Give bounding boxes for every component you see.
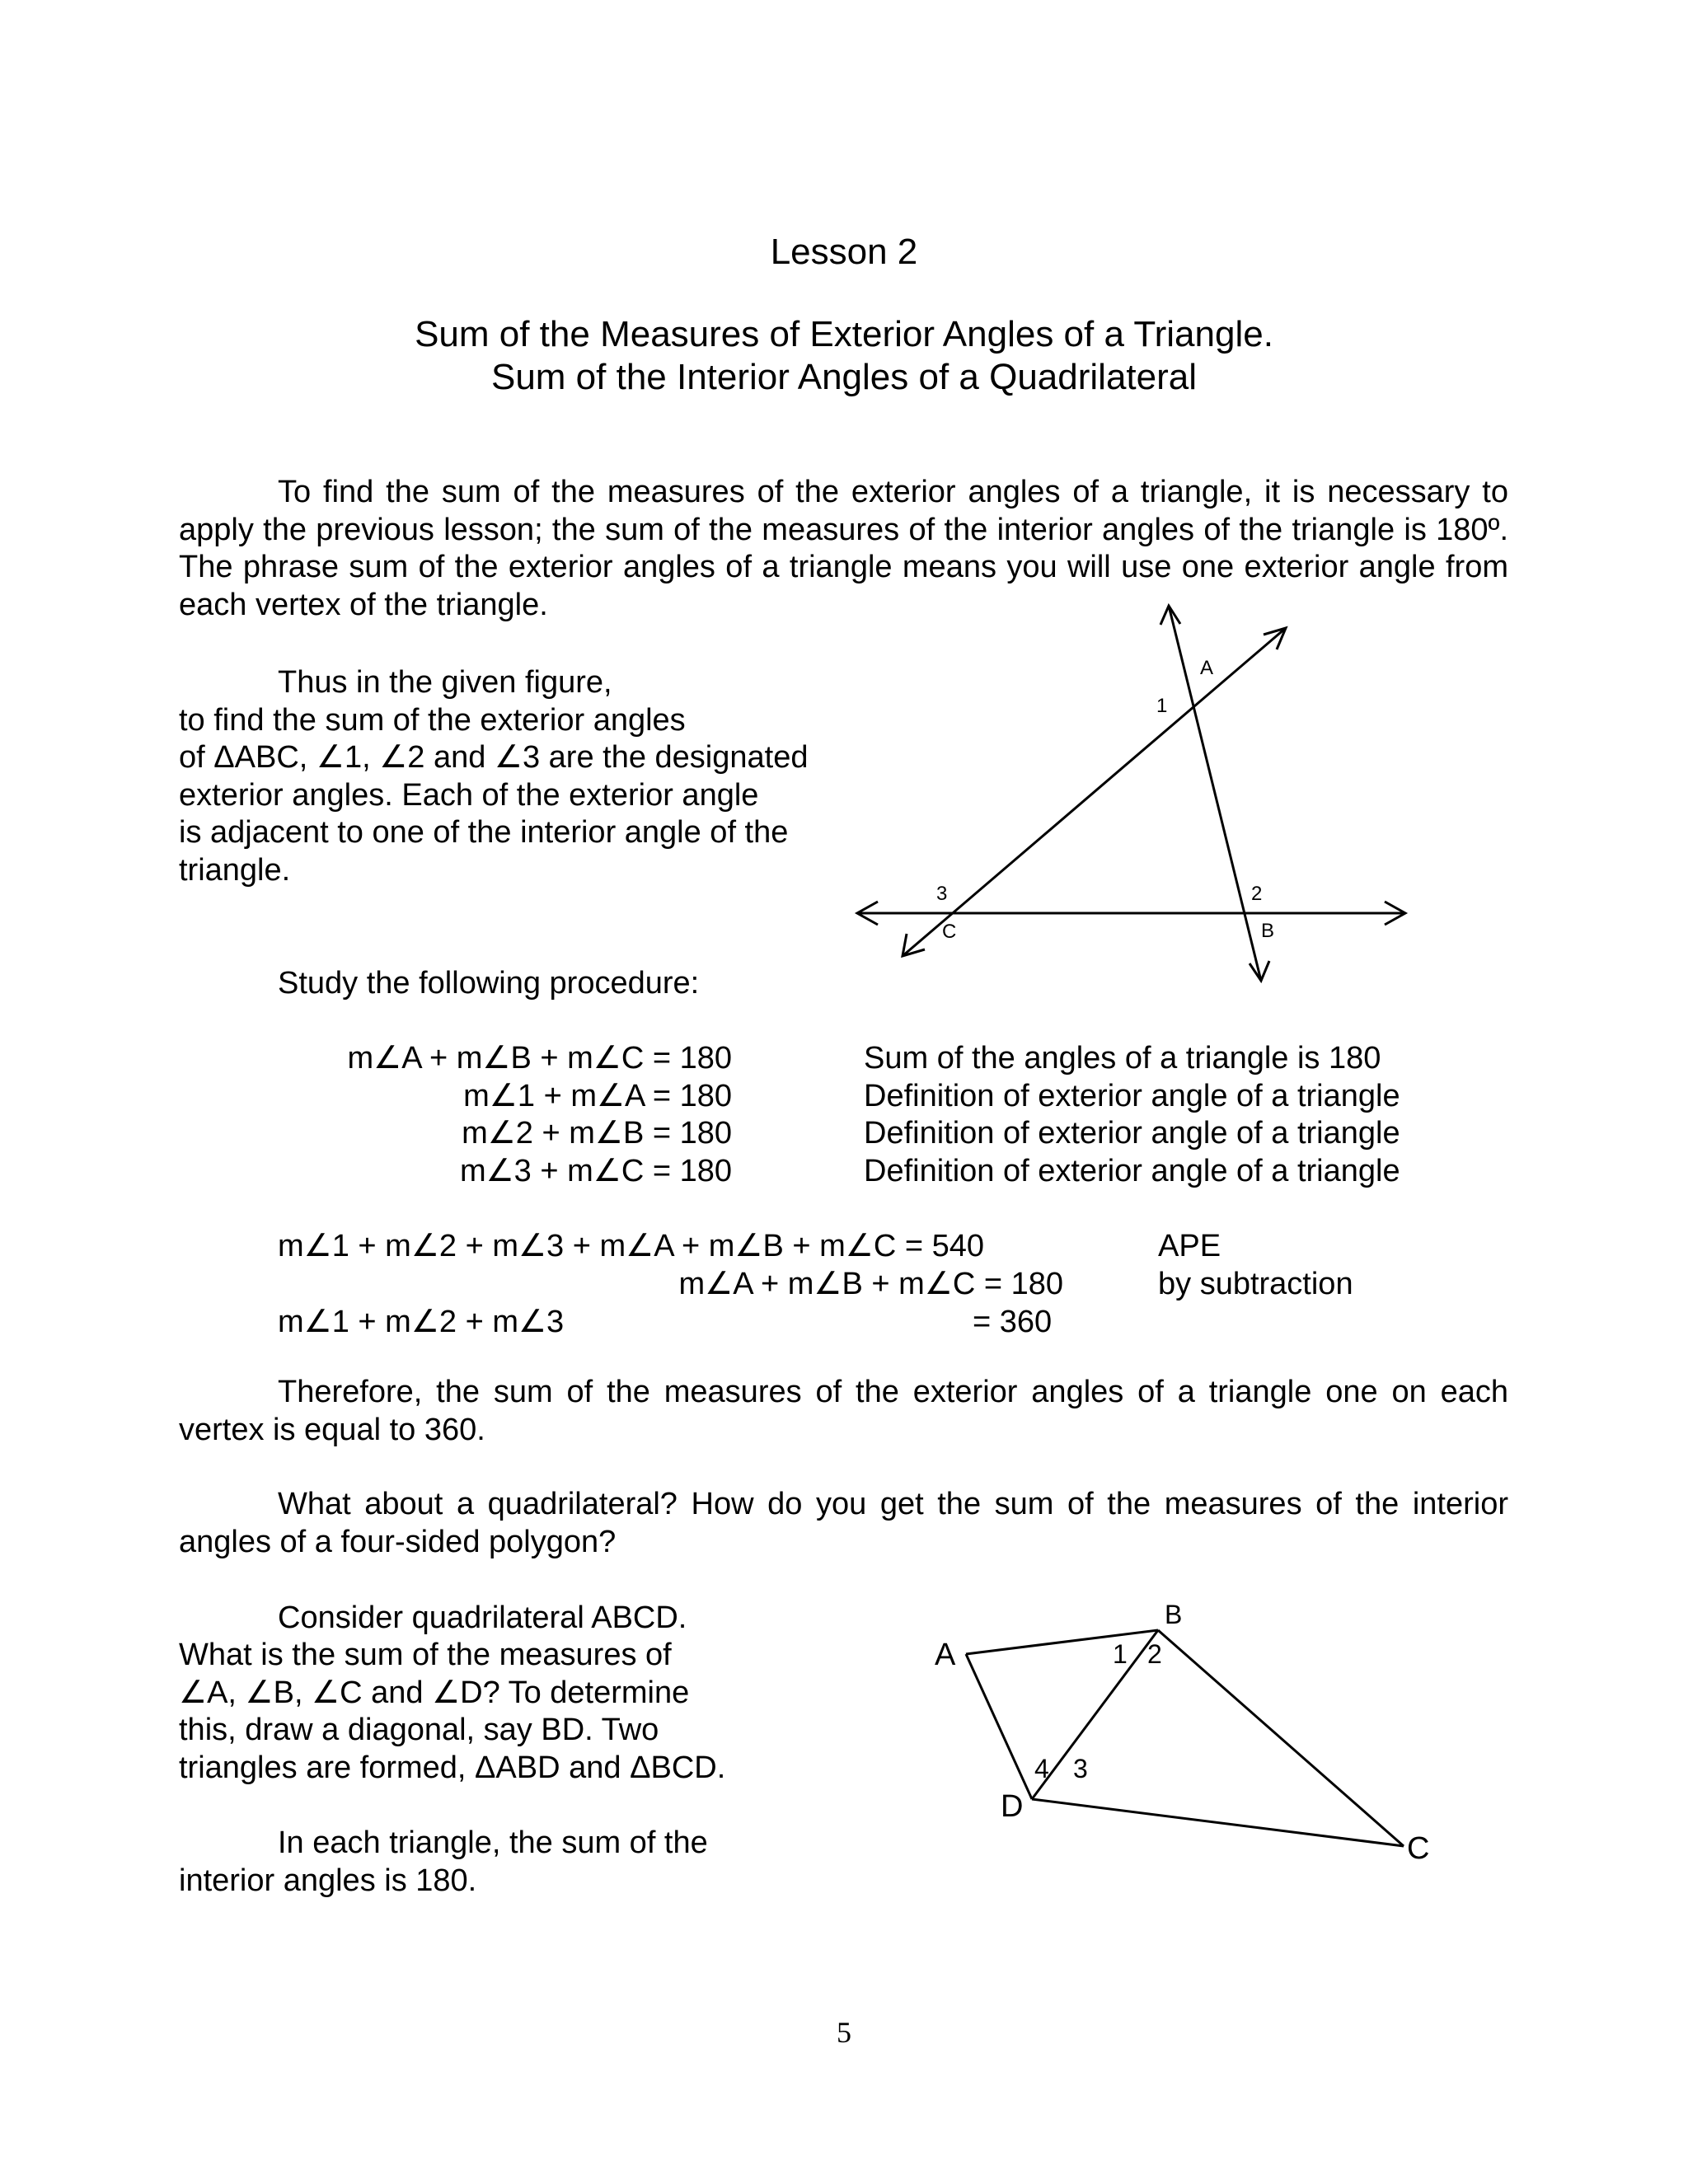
thus-line-1: Thus in the given figure, xyxy=(278,665,612,700)
diagonal-bd xyxy=(1032,1630,1158,1799)
sum-line-1: m∠1 + m∠2 + m∠3 + m∠A + m∠B + m∠C = 540 xyxy=(278,1229,985,1263)
thus-line-6: triangle. xyxy=(179,853,291,888)
quad-angle-4: 4 xyxy=(1034,1754,1049,1783)
consider-line-2: What is the sum of the measures of xyxy=(179,1638,672,1672)
angle-label-2: 2 xyxy=(1251,883,1263,905)
page-number: 5 xyxy=(837,2016,851,2049)
consider-line-4: this, draw a diagonal, say BD. Two xyxy=(179,1713,659,1747)
vertex-label-b: B xyxy=(1261,920,1275,942)
consider-line-3: ∠A, ∠B, ∠C and ∠D? To determine xyxy=(179,1675,690,1710)
thus-line-5: is adjacent to one of the interior angle of the xyxy=(179,815,789,850)
subtitle-line-1: Sum of the Measures of Exterior Angles of a Triangle. xyxy=(415,314,1273,354)
reason-3: Definition of exterior angle of a triangle xyxy=(864,1116,1400,1151)
equation-2: m∠1 + m∠A = 180 xyxy=(463,1079,732,1113)
line-ca xyxy=(903,628,1286,956)
side-ab xyxy=(966,1630,1158,1654)
quad-angle-3: 3 xyxy=(1073,1754,1088,1783)
sum-line-2-reason: by subtraction xyxy=(1158,1267,1353,1301)
equation-1: m∠A + m∠B + m∠C = 180 xyxy=(347,1041,732,1076)
vertex-label-a: A xyxy=(1200,657,1214,679)
thus-line-2: to find the sum of the exterior angles xyxy=(179,703,686,738)
subtitle-line-2: Sum of the Interior Angles of a Quadrilateral xyxy=(490,357,1198,397)
arrowhead-right xyxy=(1385,902,1405,925)
intro-paragraph xyxy=(179,474,1508,624)
sum-line-3-result: = 360 xyxy=(973,1305,1053,1339)
reason-1: Sum of the angles of a triangle is 180 xyxy=(864,1041,1381,1076)
quad-vertex-a: A xyxy=(935,1638,956,1672)
quad-vertex-c: C xyxy=(1407,1831,1430,1866)
line-ab xyxy=(1169,606,1261,981)
thus-line-3: of ΔABC, ∠1, ∠2 and ∠3 are the designated xyxy=(179,740,809,775)
arrowhead-top-right xyxy=(1264,628,1286,649)
angle-label-1: 1 xyxy=(1156,695,1168,717)
quad-angle-1: 1 xyxy=(1113,1639,1128,1669)
reason-2: Definition of exterior angle of a triangle xyxy=(864,1079,1400,1113)
quad-vertex-b: B xyxy=(1165,1600,1183,1629)
study-label: Study the following procedure: xyxy=(278,966,700,1001)
sum-line-2: m∠A + m∠B + m∠C = 180 xyxy=(678,1267,1063,1301)
side-bc xyxy=(1158,1630,1404,1846)
quad-question-paragraph xyxy=(179,1486,1508,1561)
sum-line-3: m∠1 + m∠2 + m∠3 xyxy=(278,1305,565,1339)
each-triangle-line-2: interior angles is 180. xyxy=(179,1863,477,1898)
equation-3: m∠2 + m∠B = 180 xyxy=(462,1116,732,1151)
reason-4: Definition of exterior angle of a triangle xyxy=(864,1154,1400,1188)
each-triangle-line-1: In each triangle, the sum of the xyxy=(278,1825,708,1860)
arrowhead-bottom-left xyxy=(903,934,925,956)
therefore-text: Therefore, the sum of the measures of the exterior angles of a triangle one on each vertex is equal to 360. xyxy=(179,1375,1508,1447)
vertex-label-c: C xyxy=(942,921,957,943)
arrowhead-left xyxy=(857,902,878,925)
sum-line-1-reason: APE xyxy=(1158,1229,1221,1263)
arrowhead-bottom xyxy=(1250,961,1269,981)
lesson-title: Lesson 2 xyxy=(770,232,918,272)
side-cd xyxy=(1032,1799,1404,1846)
quad-vertex-d: D xyxy=(1001,1789,1024,1824)
side-da xyxy=(966,1654,1032,1799)
quad-angle-2: 2 xyxy=(1147,1639,1162,1669)
therefore-paragraph xyxy=(179,1374,1508,1449)
equation-4: m∠3 + m∠C = 180 xyxy=(459,1154,732,1188)
consider-line-1: Consider quadrilateral ABCD. xyxy=(278,1601,687,1635)
thus-line-4: exterior angles. Each of the exterior angle xyxy=(179,778,759,813)
quad-question-text: What about a quadrilateral? How do you get the sum of the measures of the interior angles of a four-sided polygon? xyxy=(179,1487,1508,1559)
intro-text: To find the sum of the measures of the exterior angles of a triangle, it is necessary to apply the previous lesson; the sum of the measures of the interior angles of the triangle is 180º. The phrase sum of the exterior angles of a triangle means you will use one exterior angle from each vertex of the triangle. xyxy=(179,475,1508,622)
consider-line-5: triangles are formed, ΔABD and ΔBCD. xyxy=(179,1750,726,1785)
angle-label-3: 3 xyxy=(936,883,948,905)
